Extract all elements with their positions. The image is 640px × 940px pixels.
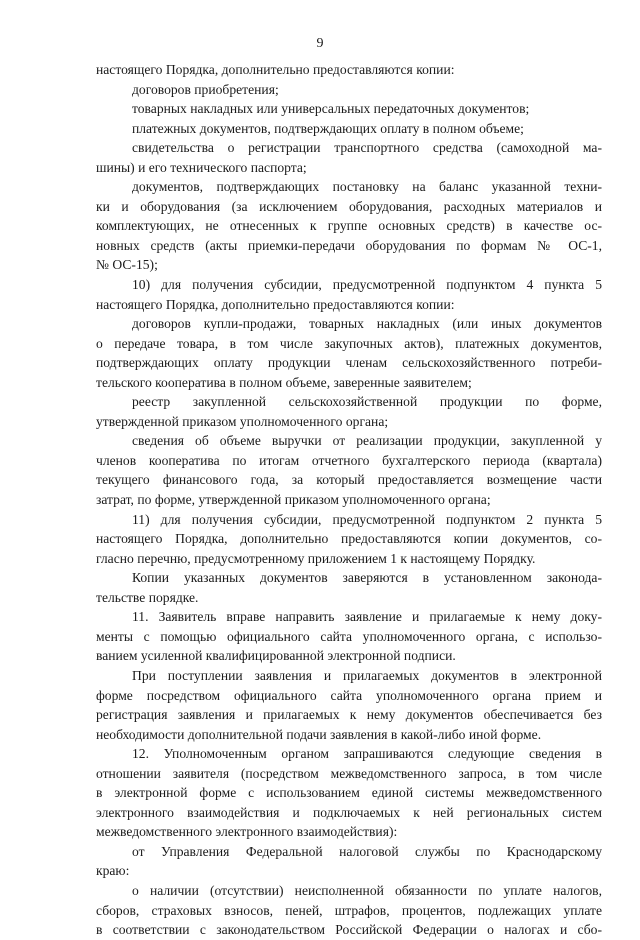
text-line: в соответствии с законодательством Российской Федерации о налогах и сбо- — [96, 922, 602, 938]
text-line: тельского кооператива в полном объеме, заверенные заявителем; — [96, 374, 472, 390]
text-line: от Управления Федеральной налоговой службы по Краснодарскому — [132, 843, 602, 859]
text-line: 11. Заявитель вправе направить заявление и прилагаемые к нему доку- — [132, 609, 602, 625]
text-line: 12. Уполномоченным органом запрашиваются следующие сведения в — [132, 746, 602, 762]
text-line: сведения об объеме выручки от реализации продукции, закупленной у — [132, 433, 602, 449]
text-line: шины) и его технического паспорта; — [96, 159, 307, 175]
text-line: затрат, по форме, утвержденной приказом уполномоченного органа; — [96, 492, 491, 508]
text-line: в электронной форме с использованием единой системы межведомственного — [96, 785, 602, 801]
document-body — [96, 60, 602, 940]
text-line: 10) для получения субсидии, предусмотренной подпунктом 4 пункта 5 — [132, 277, 602, 293]
text-line: необходимости дополнительной подачи заявления в какой-либо иной форме. — [96, 726, 542, 742]
text-line: При поступлении заявления и прилагаемых документов в электронной — [132, 667, 602, 683]
text-line: электронного взаимодействия и подключаемых к ней региональных систем — [96, 804, 602, 820]
text-line: новных средств (акты приемки-передачи оборудования по формам № ОС-1, — [96, 237, 602, 253]
text-line: настоящего Порядка, дополнительно предоставляются копии: — [96, 62, 455, 77]
text-line: подтверждающих оплату продукции членам сельскохозяйственного потреби- — [96, 355, 602, 371]
text-line: отношении заявителя (посредством межведомственного запроса, в том числе — [96, 765, 602, 781]
text-line: реестр закупленной сельскохозяйственной продукции по форме, — [132, 394, 602, 410]
text-line: краю: — [96, 863, 130, 879]
text-line: текущего финансового года, за который предоставляется возмещение части — [96, 472, 602, 488]
text-line: регистрация заявления и прилагаемых к нему документов обеспечивается без — [96, 707, 602, 723]
text-line: менты с помощью официального сайта уполномоченного органа, с использо- — [96, 628, 602, 644]
text-line: форме посредством официального сайта уполномоченного органа прием и — [96, 687, 602, 703]
text-line: ванием усиленной квалифицированной электронной подписи. — [96, 648, 456, 664]
text-line: документов, подтверждающих постановку на баланс указанной техни- — [132, 179, 602, 195]
text-line: гласно перечню, предусмотренному приложением 1 к настоящему Порядку. — [96, 550, 536, 566]
text-line: настоящего Порядка, дополнительно предоставляются копии документов, со- — [96, 531, 602, 547]
text-line: свидетельства о регистрации транспортного средства (самоходной ма- — [132, 140, 602, 156]
text-line: комплектующих, не отнесенных к группе основных средств) в качестве ос- — [96, 218, 602, 234]
text-line: ки и оборудования (за исключением оборудования, расходных материалов и — [96, 198, 602, 214]
page-number: 9 — [316, 36, 324, 51]
text-line: утвержденной приказом уполномоченного органа; — [96, 413, 389, 429]
text-line: товарных накладных или универсальных передаточных документов; — [132, 101, 530, 117]
text-line: договоров приобретения; — [132, 81, 279, 97]
text-line: № ОС-15); — [96, 257, 158, 273]
text-line: 11) для получения субсидии, предусмотренной подпунктом 2 пункта 5 — [132, 511, 602, 527]
text-line: договоров купли-продажи, товарных накладных (или иных документов — [132, 316, 602, 332]
text-line: межведомственного электронного взаимодействия): — [96, 824, 398, 840]
text-line: тельстве порядке. — [96, 589, 199, 605]
text-line: настоящего Порядка, дополнительно предоставляются копии: — [96, 296, 455, 312]
text-line: Копии указанных документов заверяются в установленном законода- — [132, 570, 602, 586]
text-line: о передаче товара, в том числе закупочных актов), платежных документов, — [96, 335, 602, 351]
text-line: сборов, страховых взносов, пеней, штрафов, процентов, подлежащих уплате — [96, 902, 602, 918]
text-line: членов кооператива по итогам отчетного бухгалтерского периода (квартала) — [96, 452, 602, 468]
text-line: платежных документов, подтверждающих оплату в полном объеме; — [132, 120, 524, 136]
text-line: о наличии (отсутствии) неисполненной обязанности по уплате налогов, — [132, 882, 602, 898]
